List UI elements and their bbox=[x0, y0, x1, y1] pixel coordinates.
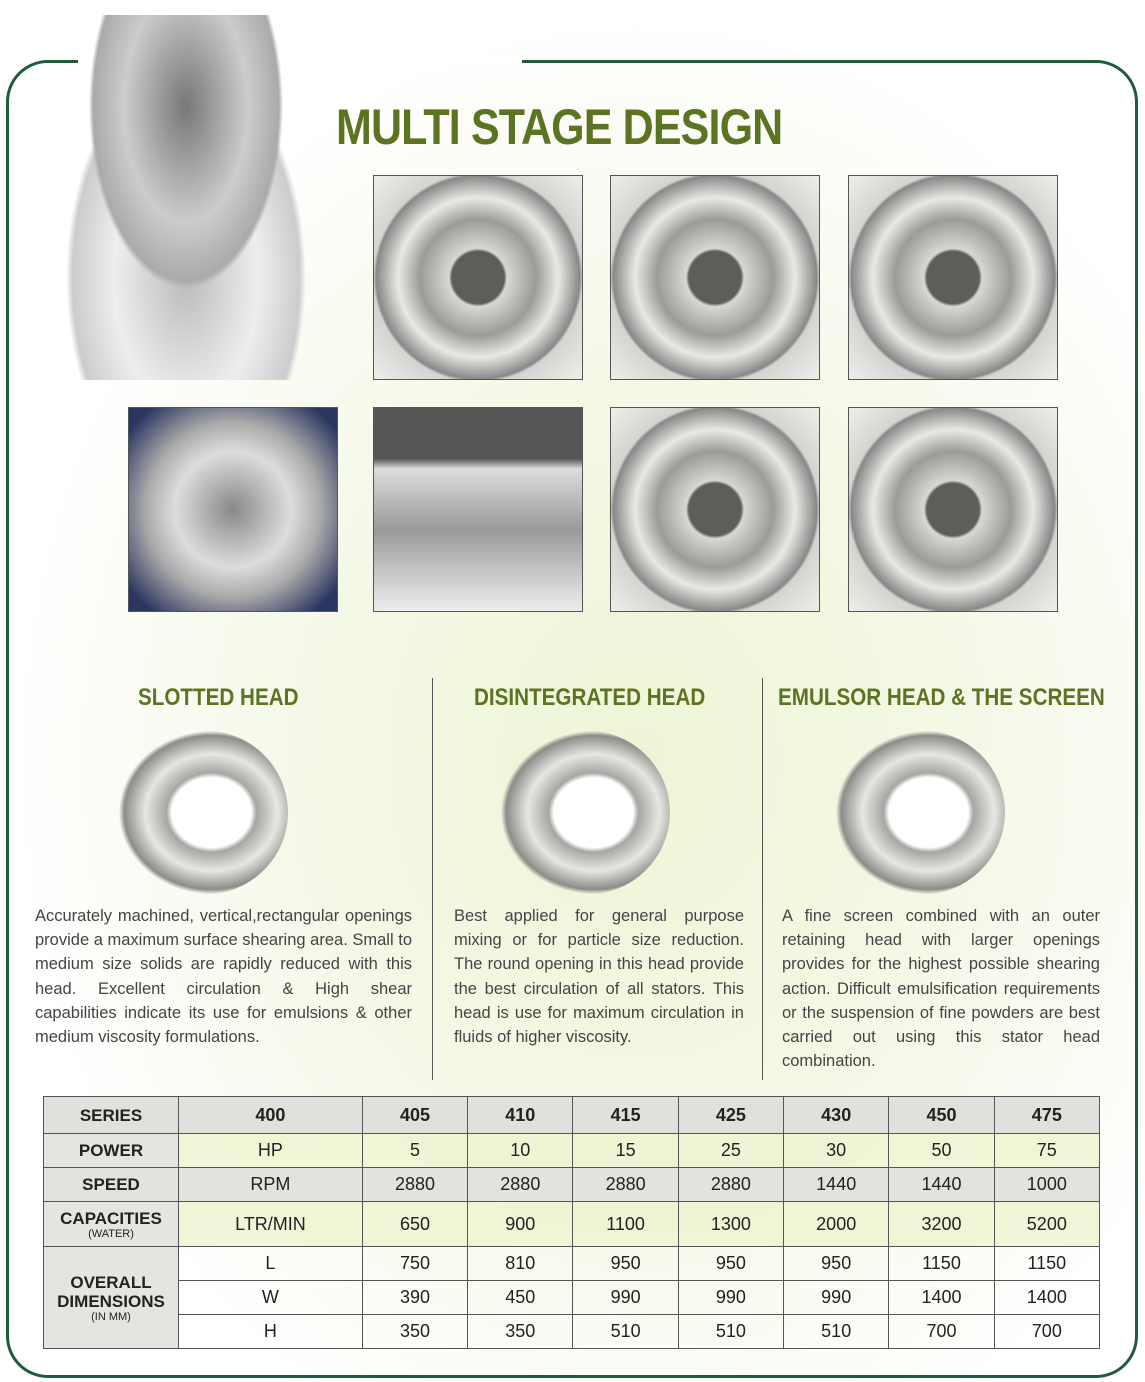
row-subheader: (WATER) bbox=[88, 1227, 134, 1240]
emulsor-head-heading: EMULSOR HEAD & THE SCREEN bbox=[778, 684, 1105, 711]
emulsor-head-description: A fine screen combined with an outer retaining head with larger openings provides for the highest possible shearing action. Difficult emulsification requirements or the suspension of fine powders are best carried out using this stator head combination. bbox=[782, 907, 1100, 1071]
series-cell: 400 bbox=[179, 1097, 363, 1134]
column-divider bbox=[762, 678, 763, 1080]
stator-photo bbox=[373, 175, 583, 380]
value-cell: 510 bbox=[678, 1315, 783, 1349]
value-cell: 50 bbox=[889, 1134, 994, 1168]
series-cell: 410 bbox=[468, 1097, 573, 1134]
slotted-head-heading: SLOTTED HEAD bbox=[138, 684, 299, 711]
row-header: SERIES bbox=[44, 1097, 179, 1134]
series-cell: 425 bbox=[678, 1097, 783, 1134]
value-cell: 1150 bbox=[994, 1247, 1099, 1281]
emulsor-head-image bbox=[835, 730, 1005, 895]
value-cell: 1400 bbox=[889, 1281, 994, 1315]
row-header: POWER bbox=[44, 1134, 179, 1168]
slotted-head-image bbox=[118, 730, 288, 895]
value-cell: 2880 bbox=[678, 1168, 783, 1202]
value-cell: 1440 bbox=[889, 1168, 994, 1202]
value-cell: 700 bbox=[994, 1315, 1099, 1349]
value-cell: 990 bbox=[573, 1281, 678, 1315]
row-header: CAPACITIES (WATER) bbox=[44, 1202, 179, 1247]
disintegrated-head-image bbox=[500, 730, 670, 895]
row-subheader: (IN MM) bbox=[91, 1310, 131, 1323]
value-cell: 2880 bbox=[362, 1168, 467, 1202]
disintegrated-head-heading: DISINTEGRATED HEAD bbox=[474, 684, 706, 711]
disintegrated-head-description: Best applied for general purpose mixing or for particle size reduction. The round opening in this head provide the best circulation of all stators. This head is use for maximum circulation in fluids of higher viscosity. bbox=[454, 907, 744, 1047]
page-title: MULTI STAGE DESIGN bbox=[336, 99, 783, 155]
value-cell: 1400 bbox=[994, 1281, 1099, 1315]
value-cell: 30 bbox=[784, 1134, 889, 1168]
unit-cell: W bbox=[179, 1281, 363, 1315]
row-header-line: DIMENSIONS bbox=[57, 1291, 165, 1311]
value-cell: 2000 bbox=[784, 1202, 889, 1247]
value-cell: 700 bbox=[889, 1315, 994, 1349]
slotted-head-photo bbox=[128, 407, 338, 612]
unit-cell: L bbox=[179, 1247, 363, 1281]
value-cell: 990 bbox=[678, 1281, 783, 1315]
value-cell: 510 bbox=[784, 1315, 889, 1349]
value-cell: 950 bbox=[784, 1247, 889, 1281]
rotor-photo bbox=[610, 407, 820, 612]
series-cell: 475 bbox=[994, 1097, 1099, 1134]
multi-stage-rotor-stator-photo bbox=[40, 15, 332, 380]
row-header bbox=[44, 1247, 179, 1349]
value-cell: 1100 bbox=[573, 1202, 678, 1247]
value-cell: 2880 bbox=[573, 1168, 678, 1202]
row-header-line: OVERALL bbox=[70, 1272, 152, 1292]
unit-cell: RPM bbox=[179, 1168, 363, 1202]
value-cell: 510 bbox=[573, 1315, 678, 1349]
series-cell: 430 bbox=[784, 1097, 889, 1134]
value-cell: 810 bbox=[468, 1247, 573, 1281]
table-row bbox=[44, 1247, 1100, 1281]
value-cell: 950 bbox=[678, 1247, 783, 1281]
value-cell: 1000 bbox=[994, 1168, 1099, 1202]
value-cell: 5 bbox=[362, 1134, 467, 1168]
value-cell: 990 bbox=[784, 1281, 889, 1315]
unit-cell: H bbox=[179, 1315, 363, 1349]
value-cell: 1440 bbox=[784, 1168, 889, 1202]
series-cell: 405 bbox=[362, 1097, 467, 1134]
table-row bbox=[44, 1202, 1100, 1247]
value-cell: 15 bbox=[573, 1134, 678, 1168]
series-cell: 450 bbox=[889, 1097, 994, 1134]
row-header: SPEED bbox=[44, 1168, 179, 1202]
value-cell: 2880 bbox=[468, 1168, 573, 1202]
value-cell: 950 bbox=[573, 1247, 678, 1281]
value-cell: 900 bbox=[468, 1202, 573, 1247]
value-cell: 350 bbox=[362, 1315, 467, 1349]
value-cell: 1300 bbox=[678, 1202, 783, 1247]
unit-cell: HP bbox=[179, 1134, 363, 1168]
table-row bbox=[44, 1097, 1100, 1134]
unit-cell: LTR/MIN bbox=[179, 1202, 363, 1247]
value-cell: 350 bbox=[468, 1315, 573, 1349]
value-cell: 750 bbox=[362, 1247, 467, 1281]
value-cell: 3200 bbox=[889, 1202, 994, 1247]
specifications-table bbox=[43, 1096, 1100, 1349]
slotted-head-description: Accurately machined, vertical,rectangular openings provide a maximum surface shearing area. Small to medium size solids are rapidly reduced with this head. Excellent circulation & High shear capabilities indicate its use for emulsions & other medium viscosity formulations. bbox=[35, 907, 412, 1047]
table-row bbox=[44, 1315, 1100, 1349]
value-cell: 390 bbox=[362, 1281, 467, 1315]
table-row bbox=[44, 1168, 1100, 1202]
value-cell: 5200 bbox=[994, 1202, 1099, 1247]
table-row bbox=[44, 1281, 1100, 1315]
value-cell: 75 bbox=[994, 1134, 1099, 1168]
stator-photo bbox=[848, 175, 1058, 380]
stator-ring-photo bbox=[373, 407, 583, 612]
rotor-photo bbox=[610, 175, 820, 380]
series-cell: 415 bbox=[573, 1097, 678, 1134]
value-cell: 25 bbox=[678, 1134, 783, 1168]
value-cell: 10 bbox=[468, 1134, 573, 1168]
table-row bbox=[44, 1134, 1100, 1168]
value-cell: 450 bbox=[468, 1281, 573, 1315]
stator-photo bbox=[848, 407, 1058, 612]
value-cell: 650 bbox=[362, 1202, 467, 1247]
column-divider bbox=[432, 678, 433, 1080]
value-cell: 1150 bbox=[889, 1247, 994, 1281]
